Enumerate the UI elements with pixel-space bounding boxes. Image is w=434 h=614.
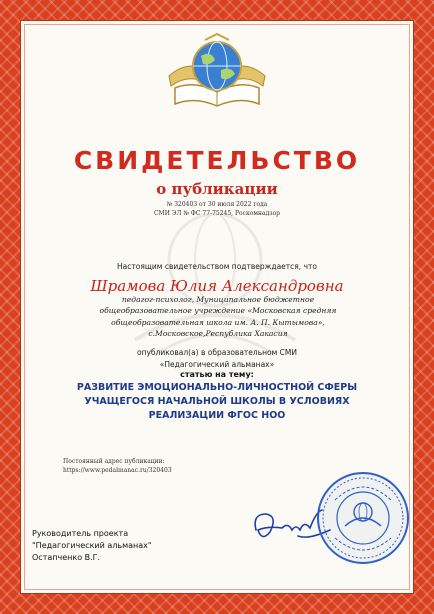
- address-url: https://www.pedalmanac.ru/320403: [63, 467, 172, 475]
- leader-project: "Педагогический альманах": [32, 541, 152, 550]
- certificate-subtitle: о публикации: [156, 180, 278, 198]
- person-name: Шрамова Юлия Александровна: [90, 277, 344, 295]
- article-label: статью на тему:: [180, 370, 254, 379]
- article-title: РАЗВИТИЕ ЭМОЦИОНАЛЬНО-ЛИЧНОСТНОЙ СФЕРЫ УЧАЩЕГОСЯ НАЧАЛЬНОЙ ШКОЛЫ В УСЛОВИЯХ РЕАЛИЗАЦИИ ФГОС НОО: [76, 382, 358, 421]
- round-seal-icon: [315, 470, 411, 566]
- address-label: Постоянный адрес публикации:: [63, 458, 165, 465]
- publication-address: [63, 457, 172, 476]
- confirm-text: Настоящим свидетельством подтверждается, что: [117, 262, 317, 271]
- published-line-2: «Педагогический альманах»: [159, 359, 275, 369]
- person-position: педагог-психолог, Муниципальное бюджетное общеобразовательное учреждение «Московская средняя общеобразовательная школа им. А. П. Кытымова», с.Московское,Республика Хакасия: [99, 295, 337, 339]
- globe-book-icon: [165, 30, 269, 116]
- project-leader: [32, 528, 152, 564]
- certificate-title: СВИДЕТЕЛЬСТВО: [73, 146, 361, 175]
- published-in: [0, 347, 434, 370]
- leader-name: Остапченко В.Г.: [32, 553, 101, 562]
- leader-role: Руководитель проекта: [32, 529, 129, 538]
- certificate-number: № 320403 от 30 июля 2022 года: [166, 201, 268, 208]
- published-line-1: опубликовал(а) в образовательном СМИ: [136, 348, 297, 357]
- media-registration: СМИ ЭЛ № ФС 77-75245, Роскомнадзор: [153, 210, 281, 217]
